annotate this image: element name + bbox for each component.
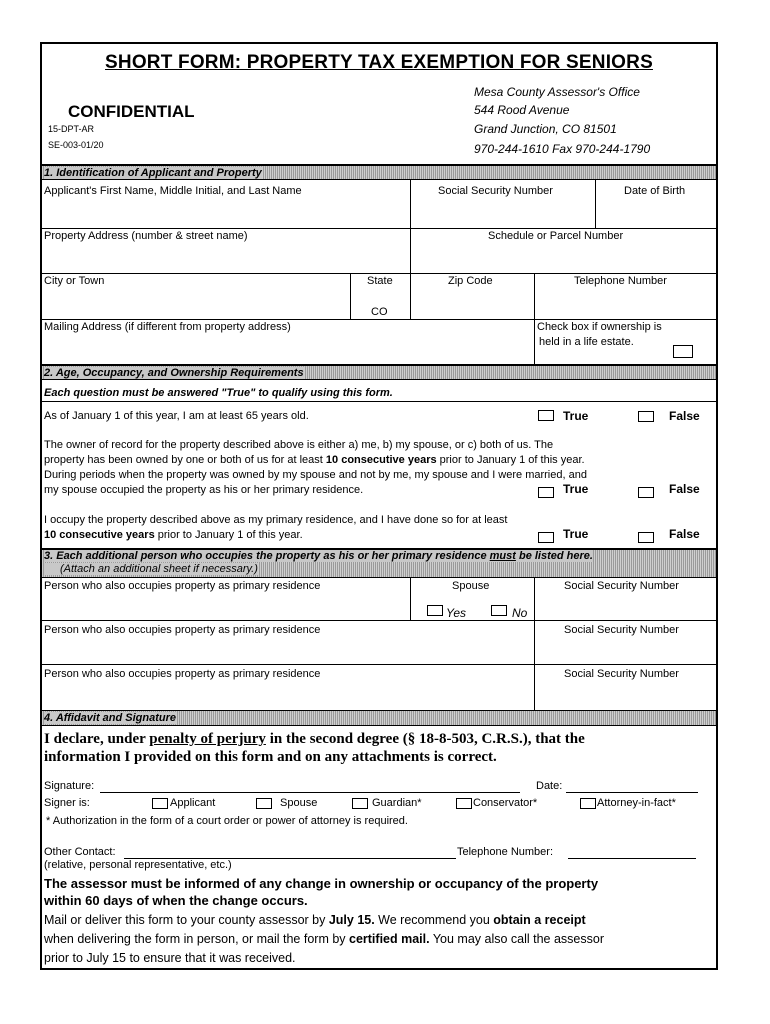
q2-true-label: True	[563, 482, 589, 496]
section2-instruction: Each question must be answered "True" to qualify using this form.	[44, 387, 393, 399]
q1-text: As of January 1 of this year, I am at least 65 years old.	[44, 410, 309, 422]
spouse-no-checkbox[interactable]	[491, 605, 507, 616]
section3-header: 3. Each additional person who occupies the property as his or her primary residence must be listed here. (Attach an additional sheet if necessary.)	[42, 548, 716, 578]
signer-attorney-label: Attorney-in-fact*	[597, 797, 676, 809]
q2-text: The owner of record for the property described above is either a) me, b) my spouse, or c) both of us. The property has been owned by one or both of us for at least 10 consecutive years prior to January 1 of this year. During periods when the property was owned by my spouse and not by me, my spouse and I were married, and my spouse occupied the property as his or her primary residence.	[44, 439, 587, 496]
q2-true-checkbox[interactable]	[538, 487, 554, 498]
date-line[interactable]	[566, 792, 698, 793]
q1-false-checkbox[interactable]	[638, 411, 654, 422]
q3-true-checkbox[interactable]	[538, 532, 554, 543]
office-street: 544 Rood Avenue	[474, 103, 570, 117]
date-label: Date:	[536, 780, 563, 792]
contact-telephone-line[interactable]	[568, 858, 696, 859]
mailing-instructions: Mail or deliver this form to your county assessor by July 15. We recommend you obtain a receipt when delivering the form in person, or mail the form by certified mail. You may also call the assessor prior to July 15 to ensure that it was received.	[44, 913, 604, 965]
authorization-note: * Authorization in the form of a court order or power of attorney is required.	[46, 815, 408, 827]
confidential-label: CONFIDENTIAL	[68, 102, 195, 121]
signer-guardian-label: Guardian*	[372, 797, 422, 809]
mailing-address-label: Mailing Address (if different from property address)	[44, 321, 291, 333]
q1-true-checkbox[interactable]	[538, 410, 554, 421]
q3-false-checkbox[interactable]	[638, 532, 654, 543]
applicant-name-label: Applicant's First Name, Middle Initial, and Last Name	[44, 185, 302, 197]
office-phone: 970-244-1610 Fax 970-244-1790	[474, 142, 651, 156]
person2-label: Person who also occupies property as primary residence	[44, 624, 321, 636]
city-label: City or Town	[44, 275, 105, 287]
life-estate-checkbox[interactable]	[673, 345, 693, 358]
exemption-form	[40, 42, 718, 970]
signature-line[interactable]	[100, 792, 520, 793]
q3-text: I occupy the property described above as my primary residence, and I have done so for at least 10 consecutive years prior to January 1 of this year.	[44, 514, 508, 541]
person3-ssn-label: Social Security Number	[564, 668, 679, 680]
ssn-label: Social Security Number	[438, 185, 553, 197]
form-code-1: 15-DPT-AR	[48, 124, 95, 134]
life-estate-label-2: held in a life estate.	[539, 336, 634, 348]
state-value[interactable]: CO	[371, 306, 388, 318]
signer-spouse-label: Spouse	[280, 797, 318, 809]
relative-note: (relative, personal representative, etc.)	[44, 859, 232, 871]
contact-telephone-label: Telephone Number:	[457, 846, 554, 858]
person1-ssn-label: Social Security Number	[564, 580, 679, 592]
form-title: SHORT FORM: PROPERTY TAX EXEMPTION FOR SENIORS	[105, 52, 653, 73]
signature-label: Signature:	[44, 780, 95, 792]
spouse-yes-checkbox[interactable]	[427, 605, 443, 616]
q2-false-label: False	[669, 482, 700, 496]
q3-false-label: False	[669, 527, 700, 541]
q1-false-label: False	[669, 409, 700, 423]
spouse-label: Spouse	[452, 580, 490, 592]
signer-label: Signer is:	[44, 797, 90, 809]
state-label: State	[367, 275, 393, 287]
section4-header: 4. Affidavit and Signature	[42, 710, 716, 726]
office-city: Grand Junction, CO 81501	[474, 122, 617, 136]
perjury-declaration: I declare, under penalty of perjury in the second degree (§ 18-8-503, C.R.S.), that the information I provided on this form and on any attachments is correct.	[44, 731, 585, 765]
signer-applicant-checkbox[interactable]	[152, 798, 168, 809]
section2-header: 2. Age, Occupancy, and Ownership Requirements	[42, 364, 716, 380]
signer-applicant-label: Applicant	[170, 797, 216, 809]
person1-label: Person who also occupies property as primary residence	[44, 580, 321, 592]
spouse-yes-label: Yes	[446, 606, 467, 620]
q3-true-label: True	[563, 527, 589, 541]
other-contact-label: Other Contact:	[44, 846, 116, 858]
form-code-2: SE-003-01/20	[48, 140, 104, 150]
q2-false-checkbox[interactable]	[638, 487, 654, 498]
signer-guardian-checkbox[interactable]	[352, 798, 368, 809]
dob-label: Date of Birth	[624, 185, 686, 197]
person2-ssn-label: Social Security Number	[564, 624, 679, 636]
life-estate-label-1: Check box if ownership is	[537, 321, 662, 333]
phone-label: Telephone Number	[574, 275, 667, 287]
person3-label: Person who also occupies property as primary residence	[44, 668, 321, 680]
signer-spouse-checkbox[interactable]	[256, 798, 272, 809]
parcel-label: Schedule or Parcel Number	[488, 230, 624, 242]
signer-conservator-label: Conservator*	[473, 797, 538, 809]
property-address-label: Property Address (number & street name)	[44, 230, 248, 242]
section1-header: 1. Identification of Applicant and Property	[42, 164, 716, 180]
spouse-no-label: No	[512, 606, 528, 620]
office-name: Mesa County Assessor's Office	[474, 85, 640, 99]
change-notice: The assessor must be informed of any change in ownership or occupancy of the property within 60 days of when the change occurs.	[44, 876, 599, 908]
signer-conservator-checkbox[interactable]	[456, 798, 472, 809]
zip-label: Zip Code	[448, 275, 493, 287]
q1-true-label: True	[563, 409, 589, 423]
signer-attorney-checkbox[interactable]	[580, 798, 596, 809]
